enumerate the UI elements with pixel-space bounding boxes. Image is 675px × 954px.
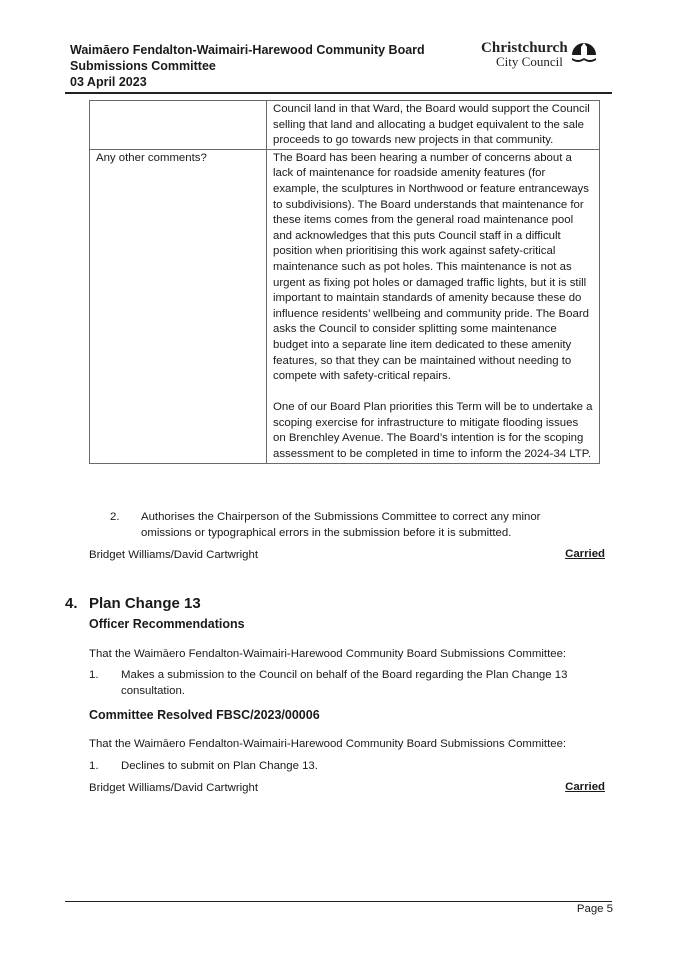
- resolved-intro: That the Waimāero Fendalton-Waimairi-Harewood Community Board Submissions Committee:: [89, 738, 567, 750]
- section-number: 4.: [65, 595, 78, 612]
- list-item-text: Authorises the Chairperson of the Submissions Committee to correct any minor omissions or typographical errors in the submission before it is submitted.: [141, 511, 541, 539]
- officer-recommendations-heading: Officer Recommendations: [89, 617, 245, 631]
- logo-text-christchurch: Christchurch: [481, 40, 568, 56]
- table-question-cell: [90, 101, 267, 150]
- page-number: Page 5: [576, 903, 613, 915]
- header-committee-name: Submissions Committee: [70, 59, 216, 73]
- carried-label: Carried: [565, 781, 605, 793]
- table-row: [90, 149, 600, 463]
- list-item-text: Makes a submission to the Council on behalf of the Board regarding the Plan Change 13 consultation.: [121, 669, 568, 697]
- resolved-heading: Committee Resolved FBSC/2023/00006: [89, 708, 320, 722]
- mover-seconder: Bridget Williams/David Cartwright: [89, 782, 259, 794]
- table-answer-text: The Board has been hearing a number of concerns about a lack of maintenance for roadside amenity features (for example, the sculptures in Northwood or feature entranceways to subdivisions). The Board understands that maintenance for these items comes from the general road maintenance pool and acknowledges that this puts Council staff in a difficult position when prioritising this work against safety-critical maintenance such as pot holes. This maintenance is not as urgent as fixing pot holes or damaged traffic lights, but it is still important to maintain standards of amenity because these do influence residents’ wellbeing and community pride. The Board asks the Council to consider splitting some maintenance budget into a separate line item dedicated to these amenity features, so that they can be maintained without needing to compete with safety-critical repairs.: [273, 151, 589, 383]
- list-number: 2.: [110, 511, 120, 523]
- mover-seconder: Bridget Williams/David Cartwright: [89, 549, 259, 561]
- header-board-name: Waimāero Fendalton-Waimairi-Harewood Community Board: [70, 43, 425, 57]
- table-row: [90, 101, 600, 150]
- table-answer-cell: [267, 101, 600, 150]
- submission-table: [89, 100, 600, 464]
- table-answer-cell: [267, 149, 600, 463]
- list-item-text: Declines to submit on Plan Change 13.: [121, 760, 318, 772]
- footer-rule: [65, 901, 612, 902]
- list-number: 1.: [89, 669, 99, 681]
- carried-label: Carried: [565, 548, 605, 560]
- officer-intro: That the Waimāero Fendalton-Waimairi-Harewood Community Board Submissions Committee:: [89, 648, 567, 660]
- table-answer-text: Council land in that Ward, the Board would support the Council selling that land and allocating a budget equivalent to the sale proceeds to go towards new projects in that community.: [273, 103, 590, 147]
- table-answer-text: One of our Board Plan priorities this Term will be to undertake a scoping exercise for infrastructure to mitigate flooding issues on Brenchley Avenue. The Board’s intention is for the scoping assessment to be completed in time to inform the 2024-34 LTP.: [273, 401, 593, 461]
- table-question-cell: [90, 149, 267, 463]
- logo-text-city-council: City Council: [496, 54, 563, 69]
- header-rule: [65, 92, 612, 94]
- section-title: Plan Change 13: [89, 595, 201, 612]
- table-question-text: Any other comments?: [96, 151, 207, 164]
- header-date: 03 April 2023: [70, 75, 147, 89]
- list-number: 1.: [89, 760, 99, 772]
- cathedral-emblem-icon: [570, 41, 598, 67]
